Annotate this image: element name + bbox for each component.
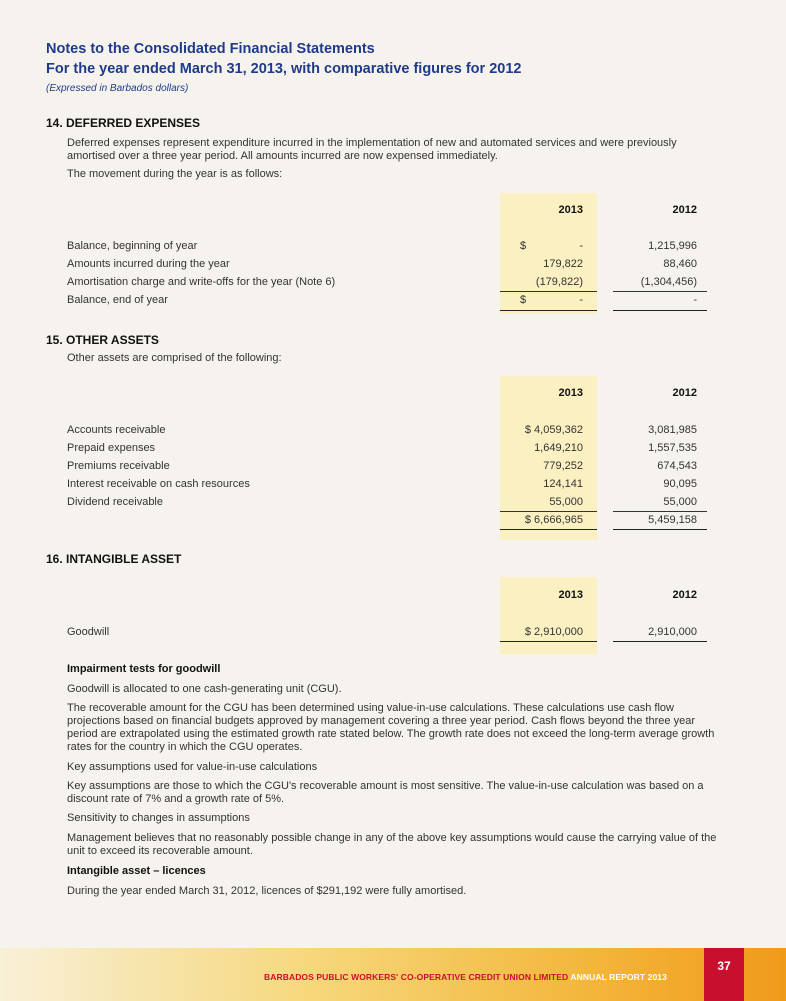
- value-2012: 90,095: [663, 478, 697, 490]
- column-header-2013: 2013: [558, 589, 583, 601]
- total-rule: [613, 310, 707, 311]
- section-14-paragraph-1: Deferred expenses represent expenditure incurred in the implementation of new and automated services and were previously amortised over a three year period. All amounts incurred are now expensed immediately.: [67, 137, 677, 162]
- value-2013: -: [579, 240, 583, 252]
- impairment-paragraph-4: Key assumptions are those to which the CGU's recoverable amount is most sensitive. The value-in-use calculation was based on a discount rate of 7% and a growth rate of 5%.: [67, 780, 704, 805]
- column-header-2012: 2012: [672, 204, 697, 216]
- currency-symbol: $: [520, 294, 527, 306]
- value-2013: 1,649,210: [534, 442, 583, 454]
- value-2012: 2,910,000: [648, 626, 697, 638]
- subtotal-rule: [500, 291, 597, 292]
- total-rule: [500, 529, 597, 530]
- table-row-label: Prepaid expenses: [67, 442, 156, 454]
- value-2013: 55,000: [549, 496, 583, 508]
- total-rule: [613, 529, 707, 530]
- total-2012: 5,459,158: [648, 514, 697, 526]
- value-2012: 55,000: [663, 496, 697, 508]
- impairment-paragraph-6: Management believes that no reasonably possible change in any of the above key assumptions would cause the carrying value of the unit to exceed its recoverable amount.: [67, 832, 717, 857]
- value-2012: 3,081,985: [648, 424, 697, 436]
- section-15-paragraph-1: Other assets are comprised of the following:: [67, 352, 282, 364]
- subtotal-rule: [500, 511, 597, 512]
- value-2013: (179,822): [535, 276, 583, 288]
- page-subtitle: For the year ended March 31, 2013, with comparative figures for 2012: [46, 61, 522, 77]
- footer-org: BARBADOS PUBLIC WORKERS' CO-OPERATIVE CREDIT UNION LIMITED: [264, 972, 569, 982]
- table-row-label: Accounts receivable: [67, 424, 166, 436]
- impairment-paragraph-5: Sensitivity to changes in assumptions: [67, 812, 250, 824]
- currency-symbol: $: [520, 240, 527, 252]
- subtotal-rule: [613, 291, 707, 292]
- value-2012: (1,304,456): [640, 276, 697, 288]
- section-14-paragraph-2: The movement during the year is as follows:: [67, 168, 283, 180]
- column-header-2012: 2012: [672, 589, 697, 601]
- table-row-label: Interest receivable on cash resources: [67, 478, 250, 490]
- column-header-2013: 2013: [558, 387, 583, 399]
- impairment-paragraph-2: The recoverable amount for the CGU has been determined using value-in-use calculations. These calculations use cash flow projections based on financial budgets approved by management covering a three year period. Cash flows beyond the three year period are extrapolated using the estimated growth rate stated below. The growth rate does not exceed the long-term average growth rates for the country in which the CGU operates.: [67, 702, 715, 753]
- licences-heading: Intangible asset – licences: [67, 865, 206, 877]
- value-2013: 179,822: [543, 258, 583, 270]
- column-header-2013: 2013: [558, 204, 583, 216]
- value-2012: 674,543: [657, 460, 697, 472]
- page-number: 37: [704, 948, 744, 1001]
- page-title: Notes to the Consolidated Financial Statements: [46, 41, 375, 57]
- value-2013: -: [579, 294, 583, 306]
- value-2012: 88,460: [663, 258, 697, 270]
- footer-text: [264, 972, 667, 982]
- footer-report: ANNUAL REPORT 2013: [568, 972, 667, 982]
- table-row-label: Balance, end of year: [67, 294, 168, 306]
- table-row-label: Amortisation charge and write-offs for the year (Note 6): [67, 276, 336, 288]
- total-rule: [500, 310, 597, 311]
- table-row-label: Dividend receivable: [67, 496, 163, 508]
- impairment-heading: Impairment tests for goodwill: [67, 663, 221, 675]
- value-2012: 1,557,535: [648, 442, 697, 454]
- impairment-paragraph-3: Key assumptions used for value-in-use calculations: [67, 761, 318, 773]
- total-rule: [613, 641, 707, 642]
- currency-note: (Expressed in Barbados dollars): [46, 83, 189, 94]
- table-row-label: Premiums receivable: [67, 460, 170, 472]
- value-2012: -: [693, 294, 697, 306]
- value-2012: 1,215,996: [648, 240, 697, 252]
- total-rule: [500, 641, 597, 642]
- section-14-heading: 14. DEFERRED EXPENSES: [46, 116, 201, 130]
- table-row-label: Goodwill: [67, 626, 110, 638]
- column-header-2012: 2012: [672, 387, 697, 399]
- impairment-paragraph-1: Goodwill is allocated to one cash-generating unit (CGU).: [67, 683, 342, 695]
- value-2013: $ 2,910,000: [524, 626, 583, 638]
- subtotal-rule: [613, 511, 707, 512]
- section-15-heading: 15. OTHER ASSETS: [46, 333, 159, 347]
- table-row-label: Balance, beginning of year: [67, 240, 198, 252]
- value-2013: 779,252: [543, 460, 583, 472]
- table-row-label: Amounts incurred during the year: [67, 258, 230, 270]
- section-16-heading: 16. INTANGIBLE ASSET: [46, 552, 182, 566]
- value-2013: 124,141: [543, 478, 583, 490]
- value-2013: $ 4,059,362: [524, 424, 583, 436]
- total-2013: $ 6,666,965: [524, 514, 583, 526]
- licences-paragraph: During the year ended March 31, 2012, licences of $291,192 were fully amortised.: [67, 885, 467, 897]
